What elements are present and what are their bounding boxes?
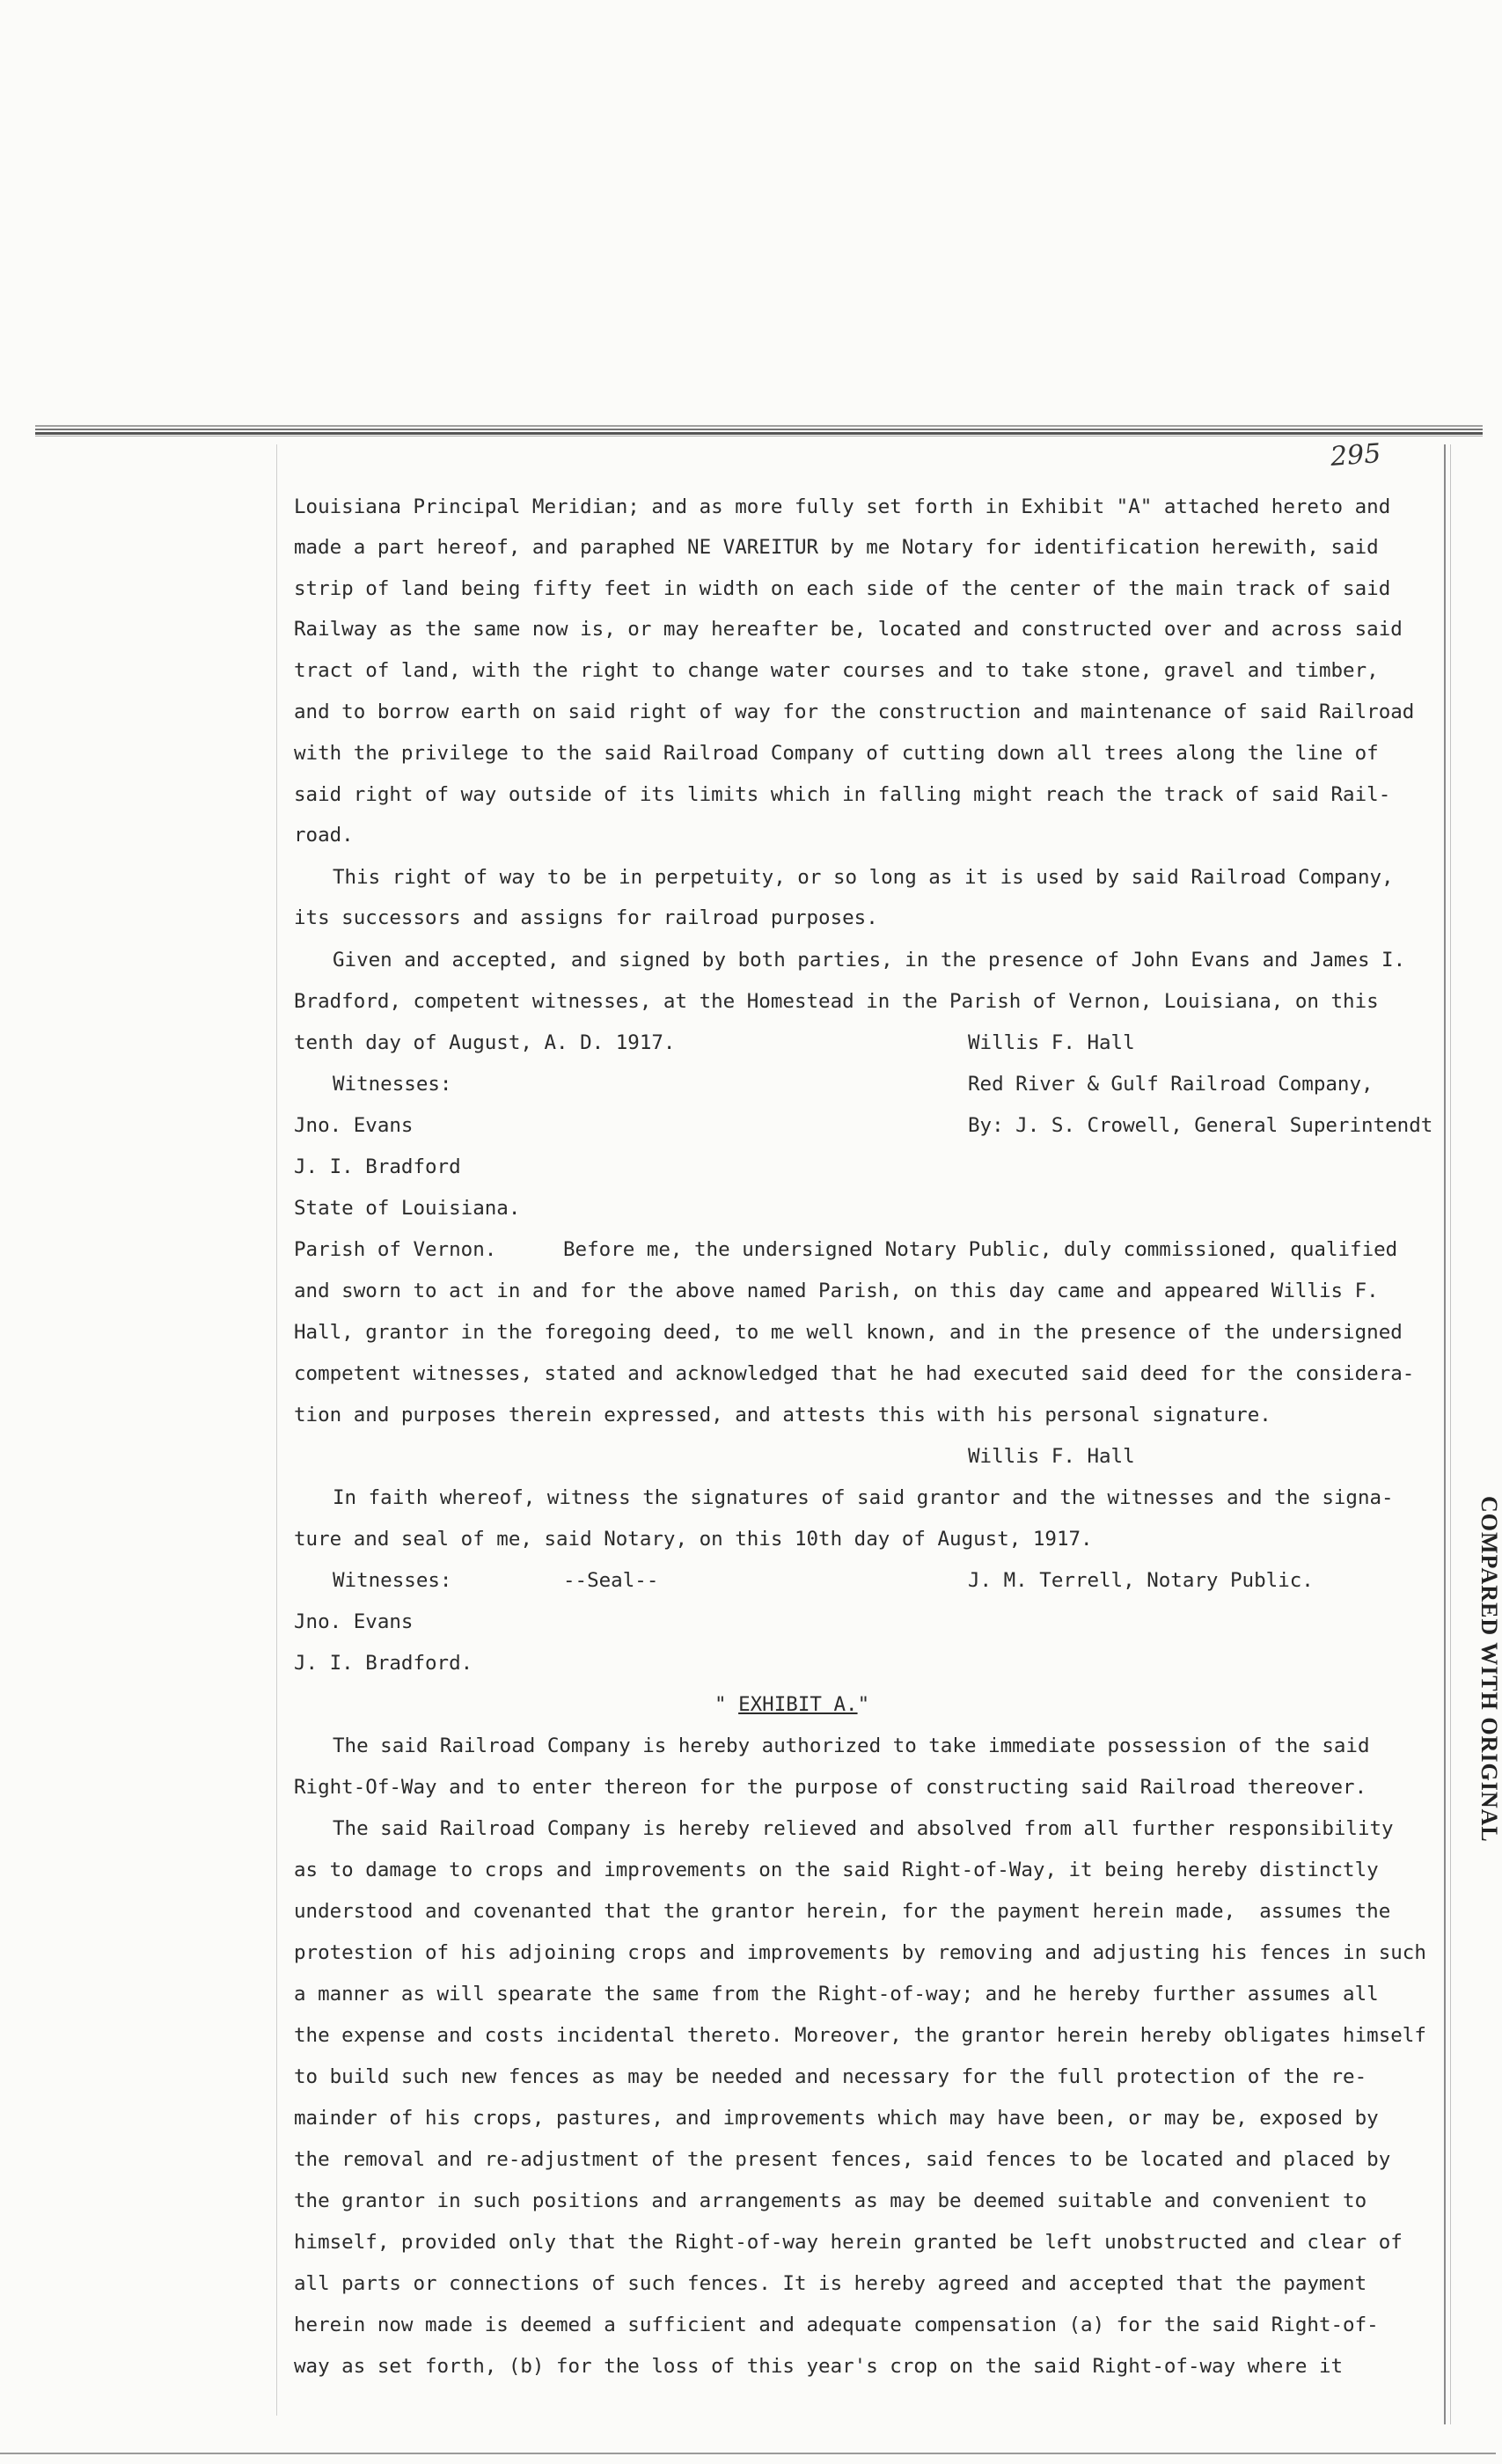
acknowledgment-line: and sworn to act in and for the above named Parish, on this day came and appeared Willis F. [294, 1280, 1379, 1302]
exhibit-line: the removal and re-adjustment of the present fences, said fences to be located and placed by [294, 2148, 1391, 2171]
state-line: State of Louisiana. [294, 1197, 521, 1220]
exhibit-heading [714, 1692, 869, 1717]
faith-line: In faith whereof, witness the signatures of said grantor and the witnesses and the signa- [333, 1486, 1394, 1509]
exhibit-line: The said Railroad Company is hereby relieved and absolved from all further responsibility [333, 1817, 1394, 1840]
parish-line: Parish of Vernon. [294, 1238, 497, 1261]
acknowledgment-line: competent witnesses, stated and acknowledged that he had executed said deed for the considera- [294, 1362, 1415, 1385]
exhibit-line: The said Railroad Company is hereby authorized to take immediate possession of the said [333, 1734, 1370, 1757]
deed-line: made a part hereof, and paraphed NE VAREITUR by me Notary for identification herewith, said [294, 536, 1379, 559]
deed-line: road. [294, 824, 354, 847]
seal-notation: --Seal-- [563, 1569, 659, 1592]
grantor-signature: Willis F. Hall [968, 1445, 1135, 1468]
page-number: 295 [1329, 438, 1382, 473]
witness-signature: J. I. Bradford [294, 1155, 461, 1178]
deed-line: Louisiana Principal Meridian; and as more fully set forth in Exhibit "A" attached hereto and [294, 495, 1391, 518]
company-representative: By: J. S. Crowell, General Superintendt [968, 1114, 1433, 1137]
right-margin-line-faint [1450, 444, 1451, 2424]
exhibit-heading-close-quote: " [857, 1693, 870, 1716]
deed-line: Given and accepted, and signed by both parties, in the presence of John Evans and James I. [333, 949, 1406, 972]
exhibit-line: as to damage to crops and improvements on the said Right-of-Way, it being hereby distinctly [294, 1859, 1379, 1881]
deed-line: tract of land, with the right to change water courses and to take stone, gravel and timber, [294, 659, 1379, 682]
exhibit-line: herein now made is deemed a sufficient and adequate compensation (a) for the said Right-of- [294, 2314, 1379, 2336]
exhibit-line: mainder of his crops, pastures, and improvements which may have been, or may be, exposed by [294, 2107, 1379, 2130]
compared-with-original-stamp: COMPARED WITH ORIGINAL [1476, 1496, 1502, 1843]
exhibit-line: understood and covenanted that the grantor herein, for the payment herein made, assumes the [294, 1900, 1391, 1923]
exhibit-line: protestion of his adjoining crops and improvements by removing and adjusting his fences in such [294, 1941, 1426, 1964]
deed-line: and to borrow earth on said right of way for the construction and maintenance of said Railroad [294, 700, 1415, 723]
header-rule [35, 425, 1483, 437]
deed-line: Bradford, competent witnesses, at the Homestead in the Parish of Vernon, Louisiana, on this [294, 990, 1379, 1013]
faith-line: ture and seal of me, said Notary, on this 10th day of August, 1917. [294, 1528, 1093, 1551]
deed-line: its successors and assigns for railroad purposes. [294, 906, 878, 929]
exhibit-line: the grantor in such positions and arrangements as may be deemed suitable and convenient to [294, 2189, 1367, 2212]
exhibit-line: Right-Of-Way and to enter thereon for the purpose of constructing said Railroad thereover. [294, 1776, 1367, 1799]
exhibit-heading-text: EXHIBIT A. [738, 1693, 858, 1716]
grantor-signature: Willis F. Hall [968, 1031, 1135, 1054]
witnesses-label: Witnesses: [333, 1569, 452, 1592]
deed-line: strip of land being fifty feet in width on each side of the center of the main track of said [294, 577, 1391, 600]
deed-line: Railway as the same now is, or may hereafter be, located and constructed over and across said [294, 618, 1403, 641]
left-margin-line [276, 444, 277, 2416]
deed-line: tenth day of August, A. D. 1917. [294, 1031, 676, 1054]
witness-signature: Jno. Evans [294, 1610, 414, 1633]
witness-signature: Jno. Evans [294, 1114, 414, 1137]
exhibit-line: way as set forth, (b) for the loss of this year's crop on the said Right-of-way where it [294, 2355, 1344, 2378]
right-margin-line [1444, 444, 1446, 2424]
deed-line: with the privilege to the said Railroad Company of cutting down all trees along the line of [294, 742, 1379, 765]
exhibit-line: a manner as will spearate the same from the Right-of-way; and he hereby further assumes all [294, 1983, 1379, 2006]
acknowledgment-line: tion and purposes therein expressed, and attests this with his personal signature. [294, 1404, 1271, 1426]
acknowledgment-line: Hall, grantor in the foregoing deed, to me well known, and in the presence of the undersigned [294, 1321, 1403, 1344]
exhibit-line: the expense and costs incidental thereto. Moreover, the grantor herein hereby obligates himself [294, 2024, 1426, 2047]
exhibit-line: to build such new fences as may be needed and necessary for the full protection of the re- [294, 2065, 1367, 2088]
bottom-rule [0, 2453, 1496, 2454]
railroad-company-name: Red River & Gulf Railroad Company, [968, 1073, 1374, 1096]
acknowledgment-line: Before me, the undersigned Notary Public, duly commissioned, qualified [563, 1238, 1398, 1261]
exhibit-heading-open-quote: " [714, 1693, 739, 1716]
notary-signature: J. M. Terrell, Notary Public. [968, 1569, 1314, 1592]
witnesses-label: Witnesses: [333, 1073, 452, 1096]
exhibit-line: himself, provided only that the Right-of-way herein granted be left unobstructed and clear of [294, 2231, 1403, 2254]
exhibit-line: all parts or connections of such fences. It is hereby agreed and accepted that the payment [294, 2272, 1367, 2295]
deed-line: This right of way to be in perpetuity, or so long as it is used by said Railroad Company, [333, 866, 1394, 889]
witness-signature: J. I. Bradford. [294, 1652, 473, 1675]
deed-line: said right of way outside of its limits which in falling might reach the track of said Rail- [294, 783, 1391, 806]
